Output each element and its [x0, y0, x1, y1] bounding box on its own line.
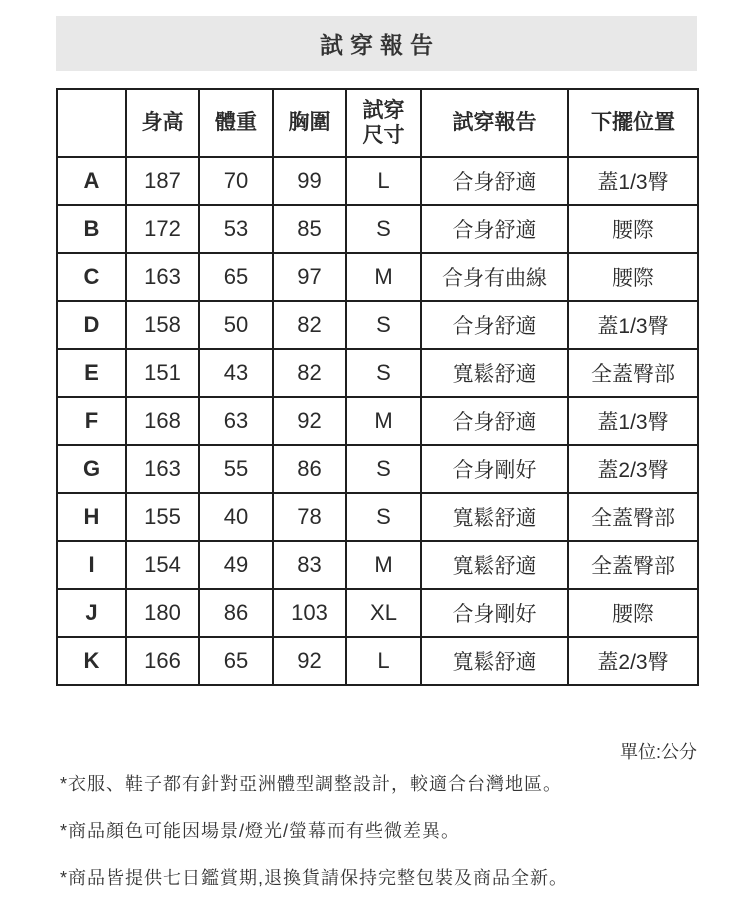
cell-height: 155: [126, 493, 199, 541]
table-row: [57, 397, 698, 445]
cell-height: 172: [126, 205, 199, 253]
col-header-hem: 下擺位置: [568, 89, 698, 157]
cell-height: 151: [126, 349, 199, 397]
cell-hem: 蓋2/3臀: [568, 445, 698, 493]
cell-hem: 全蓋臀部: [568, 493, 698, 541]
row-label: D: [57, 301, 126, 349]
row-label: H: [57, 493, 126, 541]
cell-chest: 78: [273, 493, 346, 541]
size-chart-table: [56, 88, 699, 686]
row-label: B: [57, 205, 126, 253]
cell-chest: 99: [273, 157, 346, 205]
table-row: [57, 541, 698, 589]
cell-chest: 92: [273, 397, 346, 445]
cell-size: M: [346, 397, 421, 445]
cell-height: 163: [126, 253, 199, 301]
cell-size: S: [346, 493, 421, 541]
table-row: [57, 589, 698, 637]
cell-height: 163: [126, 445, 199, 493]
cell-size: M: [346, 253, 421, 301]
cell-size: S: [346, 301, 421, 349]
col-header-size-line2: 尺寸: [362, 124, 405, 147]
cell-height: 168: [126, 397, 199, 445]
table-row: [57, 445, 698, 493]
header-row: [57, 89, 698, 157]
table-row: [57, 493, 698, 541]
corner-cell: [57, 89, 126, 157]
cell-height: 166: [126, 637, 199, 685]
cell-height: 187: [126, 157, 199, 205]
cell-hem: 全蓋臀部: [568, 541, 698, 589]
cell-chest: 82: [273, 301, 346, 349]
cell-report: 寬鬆舒適: [421, 541, 568, 589]
col-header-height: 身高: [126, 89, 199, 157]
table-row: [57, 253, 698, 301]
row-label: C: [57, 253, 126, 301]
cell-height: 158: [126, 301, 199, 349]
cell-size: XL: [346, 589, 421, 637]
row-label: J: [57, 589, 126, 637]
cell-weight: 40: [199, 493, 273, 541]
cell-report: 合身舒適: [421, 157, 568, 205]
cell-weight: 86: [199, 589, 273, 637]
table-row: [57, 301, 698, 349]
col-header-weight: 體重: [199, 89, 273, 157]
col-header-chest: 胸圍: [273, 89, 346, 157]
cell-hem: 蓋2/3臀: [568, 637, 698, 685]
cell-size: L: [346, 157, 421, 205]
cell-chest: 97: [273, 253, 346, 301]
col-header-size: [346, 89, 421, 157]
cell-size: S: [346, 445, 421, 493]
cell-chest: 85: [273, 205, 346, 253]
cell-chest: 83: [273, 541, 346, 589]
cell-size: M: [346, 541, 421, 589]
cell-weight: 53: [199, 205, 273, 253]
cell-report: 合身舒適: [421, 205, 568, 253]
cell-weight: 65: [199, 253, 273, 301]
cell-hem: 蓋1/3臀: [568, 397, 698, 445]
row-label: A: [57, 157, 126, 205]
cell-chest: 92: [273, 637, 346, 685]
col-header-report: 試穿報告: [421, 89, 568, 157]
cell-hem: 腰際: [568, 589, 698, 637]
col-header-size-line1: 試穿: [362, 98, 405, 122]
cell-report: 寬鬆舒適: [421, 349, 568, 397]
cell-report: 合身舒適: [421, 301, 568, 349]
row-label: I: [57, 541, 126, 589]
cell-report: 合身剛好: [421, 589, 568, 637]
cell-weight: 70: [199, 157, 273, 205]
row-label: F: [57, 397, 126, 445]
cell-size: L: [346, 637, 421, 685]
title-banner: [56, 16, 697, 71]
cell-chest: 82: [273, 349, 346, 397]
cell-report: 合身舒適: [421, 397, 568, 445]
cell-height: 180: [126, 589, 199, 637]
unit-note: 單位:公分: [619, 742, 697, 762]
cell-report: 合身剛好: [421, 445, 568, 493]
table-row: [57, 205, 698, 253]
cell-chest: 103: [273, 589, 346, 637]
row-label: G: [57, 445, 126, 493]
row-label: E: [57, 349, 126, 397]
footnotes: [60, 770, 720, 911]
table-row: [57, 157, 698, 205]
cell-chest: 86: [273, 445, 346, 493]
cell-weight: 49: [199, 541, 273, 589]
cell-weight: 65: [199, 637, 273, 685]
cell-weight: 50: [199, 301, 273, 349]
cell-hem: 蓋1/3臀: [568, 301, 698, 349]
cell-hem: 蓋1/3臀: [568, 157, 698, 205]
cell-hem: 腰際: [568, 205, 698, 253]
table-row: [57, 637, 698, 685]
cell-weight: 63: [199, 397, 273, 445]
cell-size: S: [346, 349, 421, 397]
cell-height: 154: [126, 541, 199, 589]
footnote: *商品顏色可能因場景/燈光/螢幕而有些微差異。: [60, 821, 461, 841]
cell-weight: 43: [199, 349, 273, 397]
table-row: [57, 349, 698, 397]
cell-report: 寬鬆舒適: [421, 493, 568, 541]
row-label: K: [57, 637, 126, 685]
cell-size: S: [346, 205, 421, 253]
cell-hem: 腰際: [568, 253, 698, 301]
page-title: 試穿報告: [320, 32, 440, 58]
cell-weight: 55: [199, 445, 273, 493]
cell-report: 合身有曲線: [421, 253, 568, 301]
footnote: *商品皆提供七日鑑賞期,退換貨請保持完整包裝及商品全新。: [60, 868, 569, 888]
footnote: *衣服、鞋子都有針對亞洲體型調整設計，較適合台灣地區。: [60, 774, 563, 794]
cell-hem: 全蓋臀部: [568, 349, 698, 397]
cell-report: 寬鬆舒適: [421, 637, 568, 685]
